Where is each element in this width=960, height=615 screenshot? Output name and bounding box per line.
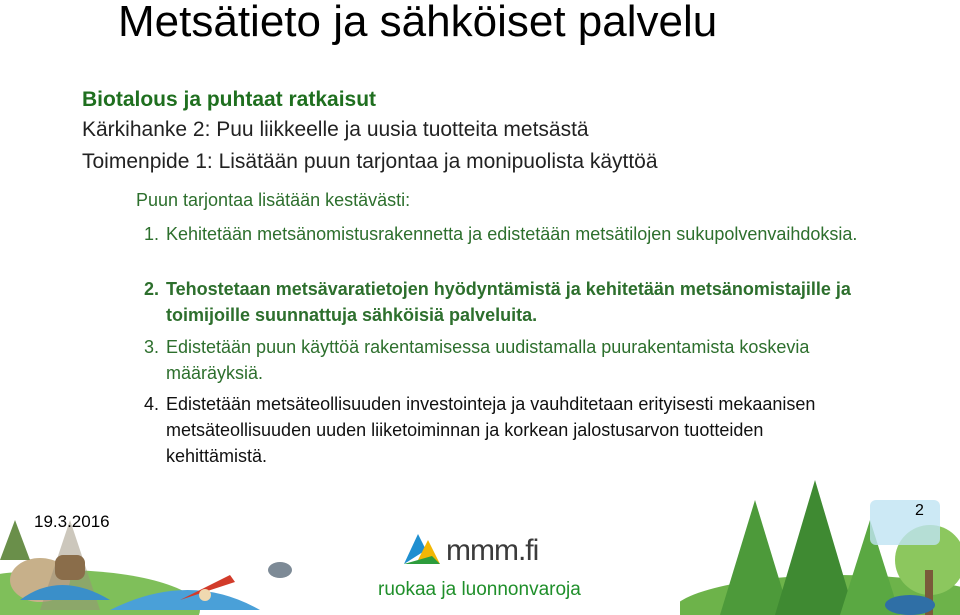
key-project-line: Kärkihanke 2: Puu liikkeelle ja uusia tuotteita metsästä — [82, 118, 589, 141]
bird-icon — [268, 562, 292, 578]
list-intro: Puun tarjontaa lisätään kestävästi: — [136, 190, 411, 210]
deer-icon — [55, 555, 85, 580]
logo-slogan: ruokaa ja luonnonvaroja — [378, 579, 581, 600]
slide-title: Metsätieto ja sähköiset palvelu — [118, 0, 718, 46]
page-number: 2 — [915, 502, 924, 519]
list-item-text: Edistetään metsäteollisuuden investointeja ja vauhditetaan erityisesti mekaanisen metsäteollisuuden uuden liiketoiminnan ja korkean jalostusarvon tuotteiden kehittämistä. — [166, 394, 816, 466]
logo-wordmark[interactable]: mmm.fi — [446, 534, 539, 567]
list-item-2 — [144, 276, 864, 328]
list-item-number: 3. — [144, 337, 160, 357]
spruce-icon — [720, 500, 790, 615]
list-item-1 — [144, 221, 864, 247]
list-item-text: Edistetään puun käyttöä rakentamisessa uudistamalla puurakentamista koskevia määräyksiä. — [166, 337, 810, 383]
nature-illustration-left — [0, 460, 340, 615]
list-item-text: Tehostetaan metsävaratietojen hyödyntämistä ja kehitetään metsänomistajille ja toimijoille suunnattuja sähköisiä palveluita. — [166, 279, 851, 325]
nature-illustration-right — [680, 440, 960, 615]
footer-date: 19.3.2016 — [34, 512, 110, 531]
list-item-text: Kehitetään metsänomistusrakennetta ja edistetään metsätilojen sukupolvenvaihdoksia. — [166, 224, 858, 244]
list-item-number: 4. — [144, 394, 160, 414]
map-icon — [870, 500, 940, 545]
list-item-number: 2. — [144, 279, 160, 299]
measure-line: Toimenpide 1: Lisätään puun tarjontaa ja monipuolista käyttöä — [82, 150, 658, 173]
list-item-number: 1. — [144, 224, 160, 244]
mmm-logo-icon — [402, 530, 442, 566]
list-item-3 — [144, 334, 864, 386]
section-heading: Biotalous ja puhtaat ratkaisut — [82, 88, 377, 111]
